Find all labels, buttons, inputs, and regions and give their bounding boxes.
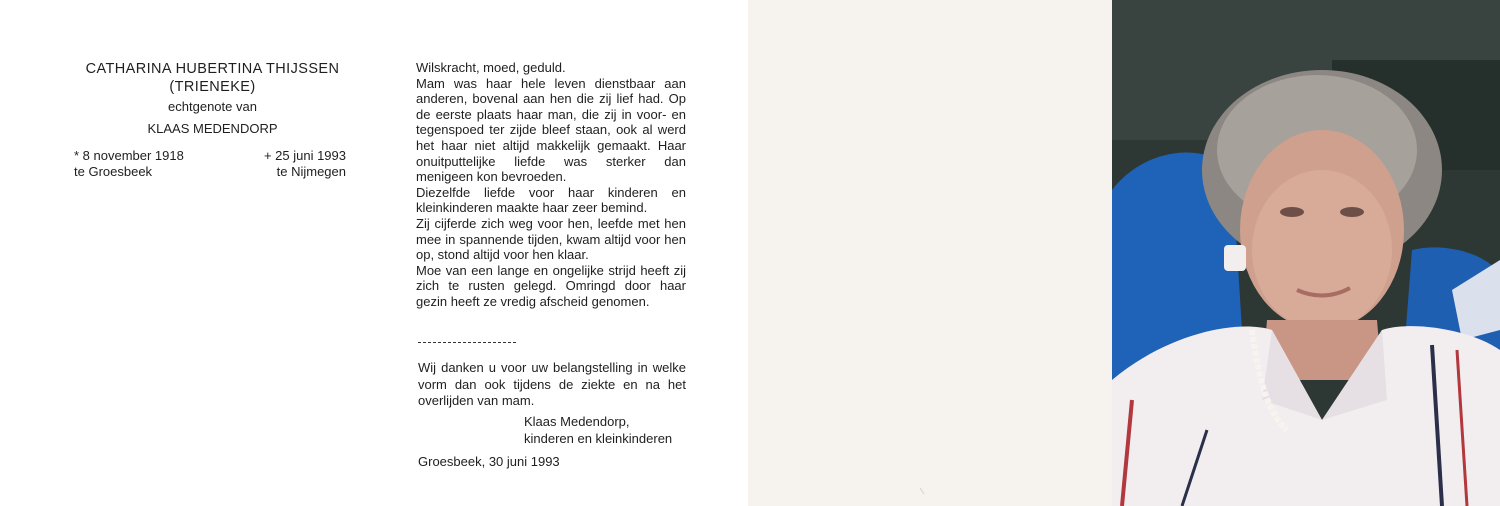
deceased-info (70, 60, 355, 138)
spouse-name: KLAAS MEDENDORP (147, 121, 278, 136)
verse-paragraph: Zij cijferde zich weg voor hen, leefde met hen mee in spannende tijden, kwam altijd voor hen op, stond altijd voor hen klaar. (416, 215, 686, 263)
memorial-verse (416, 60, 686, 310)
deceased-name: CATHARINA HUBERTINA THIJSSEN (85, 61, 340, 77)
death-date: + 25 juni 1993 (263, 148, 346, 163)
thanks-text: Wij danken u voor uw belangstelling in welke vorm dan ook tijdens de ziekte en na het overlijden van mam. (418, 360, 686, 408)
death-place: te Nijmegen (276, 164, 346, 179)
birth-info (74, 148, 184, 180)
deceased-nickname: (TRIENEKE) (169, 79, 256, 95)
section-divider (418, 342, 516, 343)
card-left-page (0, 0, 748, 506)
verse-paragraph: Diezelfde liefde voor haar kinderen en kleinkinderen maakte haar zeer bemind. (416, 184, 686, 216)
death-info (264, 148, 346, 180)
verse-paragraph: Moe van een lange en ongelijke strijd heeft zij zich te rusten gelegd. Omringd door haar gezin heeft ze vredig afscheid genomen. (416, 262, 686, 309)
portrait-illustration (1112, 0, 1500, 506)
portrait-photo (1112, 0, 1500, 506)
birth-place: te Groesbeek (74, 164, 153, 179)
birth-date: * 8 november 1918 (74, 148, 184, 163)
signoff-name: Klaas Medendorp, (524, 414, 630, 429)
verse-paragraph: Mam was haar hele leven dienstbaar aan anderen, bovenal aan hen die zij lief had. Op de eerste plaats haar man, die zij in voor- en tegenspoed ter zijde bleef staan, ook al werd het haar niet altijd makkelijk gemaakt. Haar onuitputtelijke liefde was sterker dan menigeen kon bevroeden. (416, 75, 686, 185)
relation-label: echtgenote van (168, 99, 257, 114)
place-date: Groesbeek, 30 juni 1993 (418, 454, 560, 469)
signoff (524, 414, 694, 447)
verse-line: Wilskracht, moed, geduld. (416, 60, 566, 75)
signoff-family: kinderen en kleinkinderen (524, 430, 673, 446)
